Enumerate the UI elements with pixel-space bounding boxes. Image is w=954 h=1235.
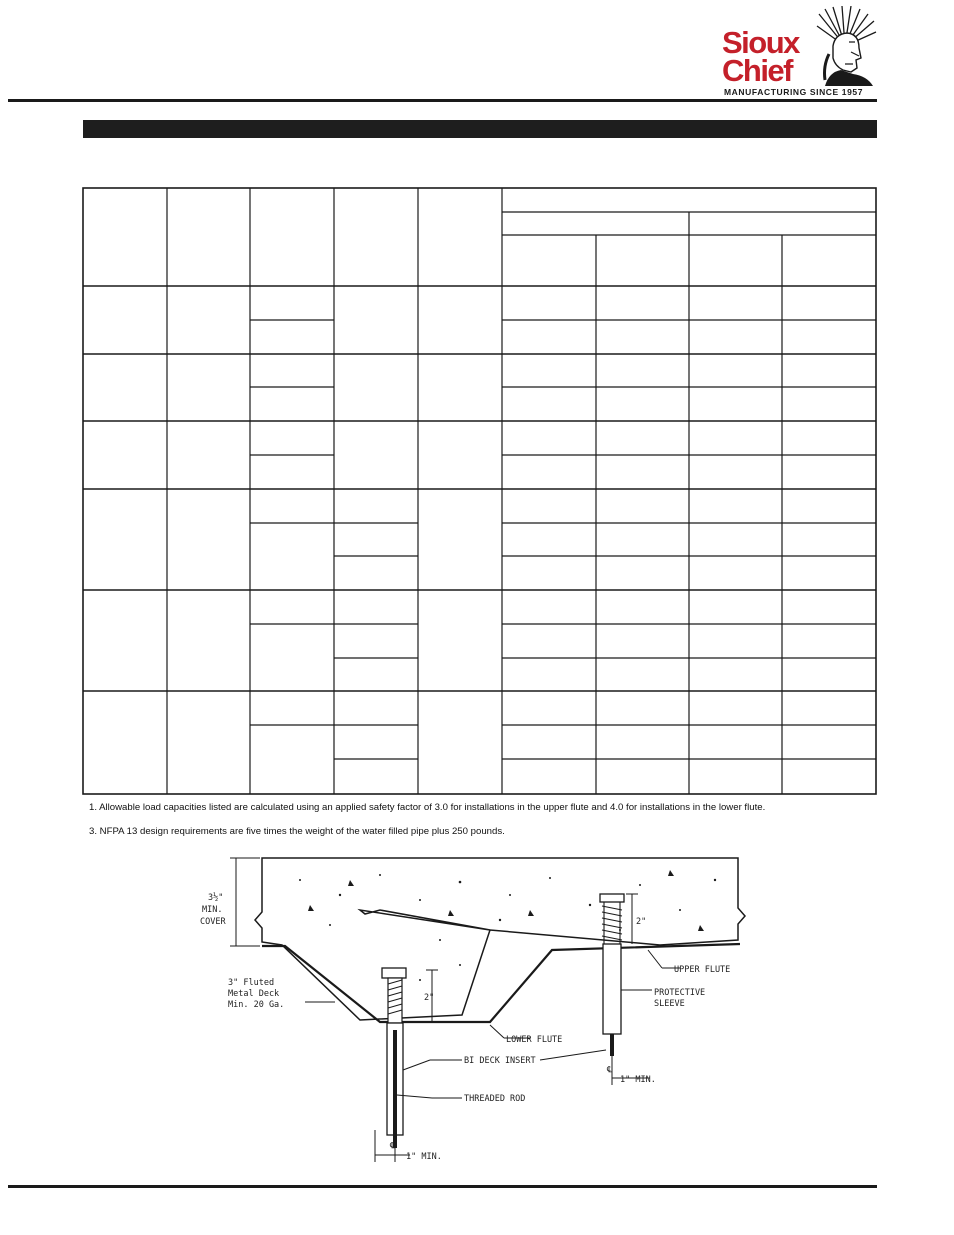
label-min-left: 1" MIN. (406, 1152, 442, 1162)
table-border (83, 188, 876, 794)
label-deck-2: Metal Deck (228, 989, 280, 999)
installation-diagram (200, 850, 760, 1170)
label-dim-right: 2" (636, 917, 647, 927)
label-lower-flute: LOWER FLUTE (506, 1035, 563, 1045)
label-deck-1: 3" Fluted (228, 978, 275, 988)
label-cover-3: COVER (200, 917, 226, 927)
lower-threaded-rod (393, 1030, 397, 1148)
label-threaded-rod: THREADED ROD (464, 1094, 526, 1104)
label-sleeve-1: PROTECTIVE (654, 988, 706, 998)
label-min-right: 1" MIN. (620, 1075, 656, 1085)
protective-sleeve (603, 944, 621, 1034)
label-cover-1: 3½" (208, 893, 224, 903)
label-centerline-right: ℄ (607, 1065, 613, 1075)
label-cover-2: MIN. (202, 905, 223, 915)
label-centerline-left: ℄ (390, 1141, 396, 1151)
logo-word-chief: Chief (722, 53, 792, 88)
label-bi-deck-insert: BI DECK INSERT (464, 1056, 536, 1066)
label-dim-left: 2" (424, 993, 435, 1003)
logo-tagline: MANUFACTURING SINCE 1957 (724, 87, 864, 97)
upper-insert-head (600, 894, 624, 902)
label-upper-flute: UPPER FLUTE (674, 965, 731, 975)
footnote-3: 3. NFPA 13 design requirements are five times the weight of the water filled pipe plus 250 pounds. (89, 826, 505, 837)
footer-rule (8, 1185, 877, 1188)
label-sleeve-2: SLEEVE (654, 999, 685, 1009)
logo-word-sioux: Sioux (722, 25, 799, 60)
lower-insert-head (382, 968, 406, 978)
upper-threaded-rod (610, 1034, 614, 1056)
label-deck-3: Min. 20 Ga. (228, 1000, 285, 1010)
footnote-1: 1. Allowable load capacities listed are calculated using an applied safety factor of 3.0 for installations in the upper flute and 4.0 for installations in the lower flute. (89, 802, 766, 813)
